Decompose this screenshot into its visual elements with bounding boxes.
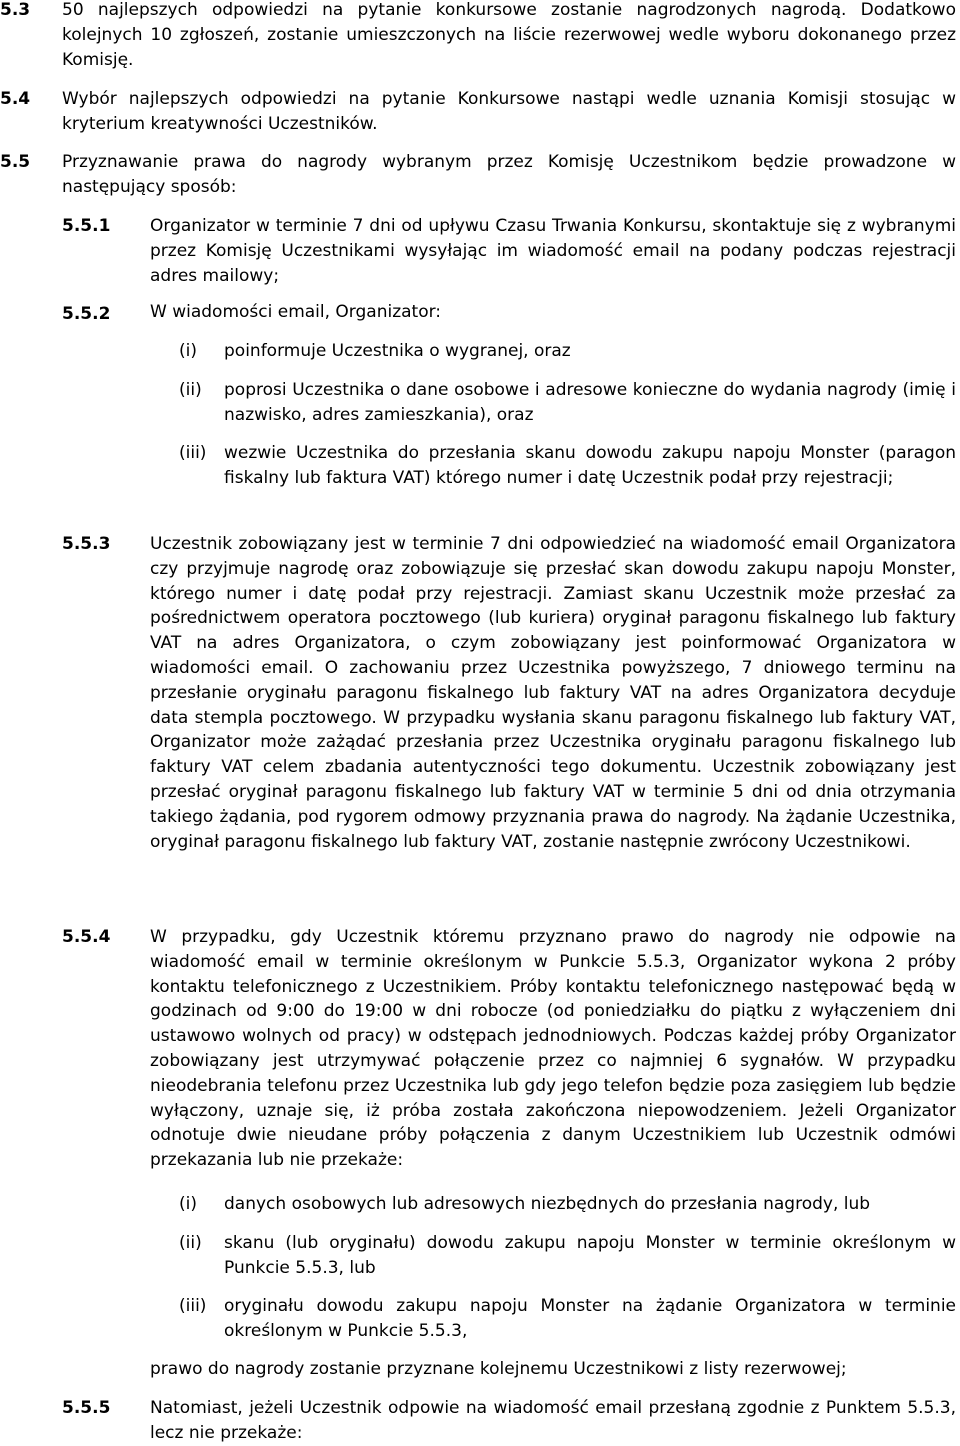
section-number: 5.4: [0, 89, 31, 109]
subsection-number: 5.5.4: [62, 927, 111, 947]
section-text: Wybór najlepszych odpowiedzi na pytanie Konkursowe nastąpi wedle uznania Komisji stosując w kryterium kreatywności Uczestników.: [62, 89, 956, 134]
section-number: 5.3: [0, 0, 31, 20]
section-text: Przyznawanie prawa do nagrody wybranym przez Komisję Uczestnikom będzie prowadzone w następujący sposób:: [62, 152, 956, 197]
list-item-text: skanu (lub oryginału) dowodu zakupu napoju Monster w terminie określonym w Punkcie 5.5.3, lub: [224, 1233, 956, 1278]
list-item-label: (iii): [179, 443, 207, 463]
list-item-label: (ii): [179, 1233, 202, 1253]
subsection-text: Organizator w terminie 7 dni od upływu Czasu Trwania Konkursu, skontaktuje się z wybranymi przez Komisję Uczestnikami wysyłając im wiadomość email na podany podczas rejestracji adres mailowy;: [150, 216, 956, 286]
subsection-text: Natomiast, jeżeli Uczestnik odpowie na wiadomość email przesłaną zgodnie z Punktem 5.5.3, lecz nie przekaże:: [150, 1398, 956, 1443]
list-item-label: (i): [179, 341, 197, 361]
list-item-text: danych osobowych lub adresowych niezbędnych do przesłania nagrody, lub: [224, 1194, 871, 1214]
subsection-number: 5.5.1: [62, 216, 111, 236]
list-item-text: poprosi Uczestnika o dane osobowe i adresowe konieczne do wydania nagrody (imię i nazwisko, adres zamieszkania), oraz: [224, 380, 956, 425]
subsection-number: 5.5.3: [62, 534, 111, 554]
subsection-text: W wiadomości email, Organizator:: [150, 302, 442, 322]
closing-text: prawo do nagrody zostanie przyznane kolejnemu Uczestnikowi z listy rezerwowej;: [150, 1359, 847, 1379]
list-item-text: oryginału dowodu zakupu napoju Monster na żądanie Organizatora w terminie określonym w Punkcie 5.5.3,: [224, 1296, 956, 1341]
subsection-number: 5.5.5: [62, 1398, 111, 1418]
section-text: 50 najlepszych odpowiedzi na pytanie konkursowe zostanie nagrodzonych nagrodą. Dodatkowo kolejnych 10 zgłoszeń, zostanie umieszczonych na liście rezerwowej wedle wyboru dokonanego przez Komisję.: [62, 0, 956, 70]
list-item-label: (i): [179, 1194, 197, 1214]
list-item-text: poinformuje Uczestnika o wygranej, oraz: [224, 341, 571, 361]
list-item-label: (ii): [179, 380, 202, 400]
subsection-text: Uczestnik zobowiązany jest w terminie 7 dni odpowiedzieć na wiadomość email Organizatora czy przyjmuje nagrodę oraz zobowiązuje się przesłać skan dowodu zakupu napoju Monster, którego numer i datę podał przy rejestracji. Zamiast skanu Uczestnik może przesłać za pośrednictwem operatora pocztowego (lub kuriera) oryginał paragonu fiskalnego lub faktury VAT na adres Organizatora, o czym zobowiązany jest poinformować Organizatora w wiadomości email. O zachowaniu przez Uczestnika powyższego, 7 dniowego terminu na przesłanie oryginału paragonu fiskalnego lub faktury VAT na adres Organizatora decyduje data stempla pocztowego. W przypadku wysłania skanu paragonu fiskalnego lub faktury VAT, Organizator może zażądać przesłania przez Uczestnika oryginału paragonu fiskalnego lub faktury VAT celem zbadania autentyczności tego dokumentu. Uczestnik zobowiązany jest przesłać oryginał paragonu fiskalnego lub faktury VAT w terminie 5 dni od dnia otrzymania takiego żądania, pod rygorem odmowy przyznania prawa do nagrody. Na żądanie Uczestnika, oryginał paragonu fiskalnego lub faktury VAT, zostanie następnie zwrócony Uczestnikowi.: [150, 534, 956, 852]
list-item-label: (iii): [179, 1296, 207, 1316]
subsection-text: W przypadku, gdy Uczestnik któremu przyznano prawo do nagrody nie odpowie na wiadomość email w terminie określonym w Punkcie 5.5.3, Organizator wykona 2 próby kontaktu telefonicznego z Uczestnikiem. Próby kontaktu telefonicznego następować będą w godzinach od 9:00 do 19:00 w dni robocze (od poniedziałku do piątku z wyłączeniem dni ustawowo wolnych od pracy) w odstępach jednodniowych. Podczas każdej próby Organizator zobowiązany jest utrzymywać połączenie przez co najmniej 6 sygnałów. W przypadku nieodebrania telefonu przez Uczestnika lub gdy jego telefon będzie poza zasięgiem lub będzie wyłączony, uznaje się, iż próba została zakończona niepowodzeniem. Jeżeli Organizator odnotuje dwie nieudane próby połączenia z danym Uczestnikiem lub Uczestnik odmówi przekazania lub nie przekaże:: [150, 927, 956, 1171]
section-number: 5.5: [0, 152, 31, 172]
subsection-number: 5.5.2: [62, 304, 111, 324]
list-item-text: wezwie Uczestnika do przesłania skanu dowodu zakupu napoju Monster (paragon fiskalny lub faktura VAT) którego numer i datę Uczestnik podał przy rejestracji;: [224, 443, 956, 488]
